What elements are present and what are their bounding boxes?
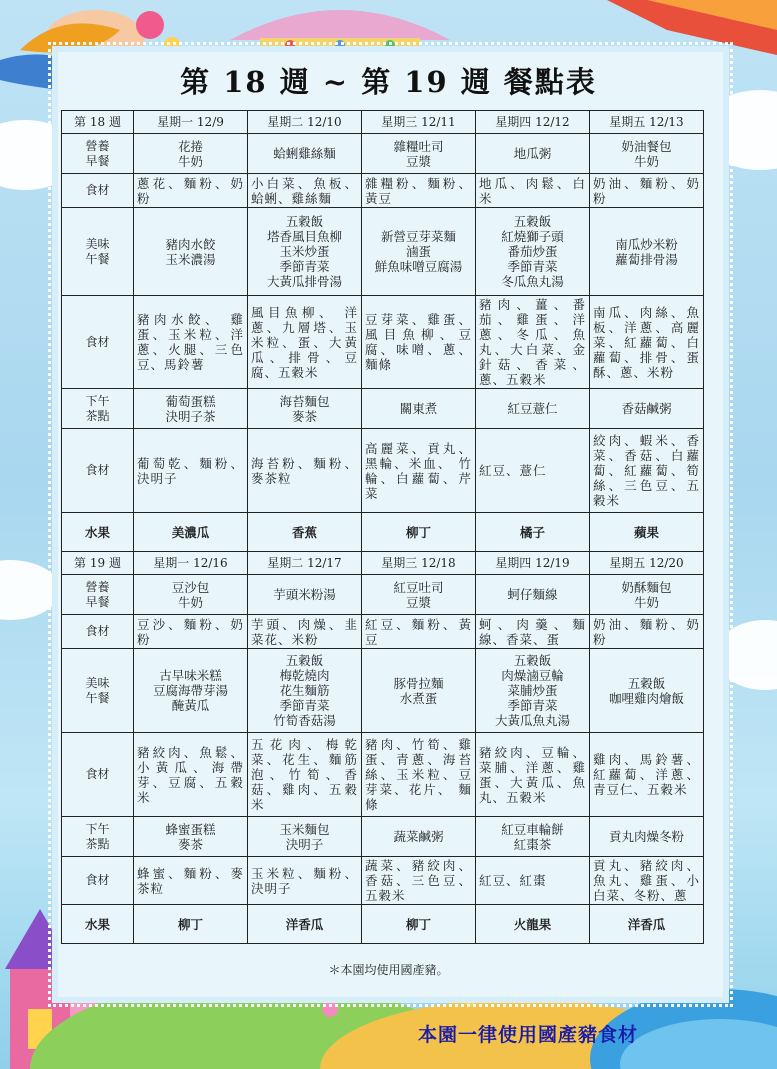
day-header: 星期一 12/9 [134,111,248,134]
meal-cell: 花捲 牛奶 [134,134,248,174]
day-header: 星期五 12/13 [590,111,704,134]
day-header: 星期三 12/11 [362,111,476,134]
day-header: 星期二 12/17 [248,552,362,575]
ingredients-cell: 雜糧粉、麵粉、黃豆 [362,174,476,208]
meal-cell: 奶酥麵包 牛奶 [590,575,704,615]
day-header: 星期五 12/20 [590,552,704,575]
meal-row [62,174,704,208]
row-label: 下午 茶點 [62,817,134,857]
meal-row [62,575,704,615]
fruit-cell: 柳丁 [362,513,476,552]
meal-cell: 奶油餐包 牛奶 [590,134,704,174]
fruit-cell: 橘子 [476,513,590,552]
meal-row [62,615,704,649]
week-label: 第 19 週 [62,552,134,575]
meal-row [62,649,704,733]
meal-cell: 海苔麵包 麥茶 [248,389,362,429]
meal-cell: 貢丸肉燥冬粉 [590,817,704,857]
row-label: 食材 [62,857,134,905]
meal-cell: 關東煮 [362,389,476,429]
ingredients-cell: 豆芽菜、雞蛋、風目魚柳、豆腐、味噌、蔥、麵條 [362,296,476,389]
meal-cell: 葡萄蛋糕 決明子茶 [134,389,248,429]
row-label: 美味 午餐 [62,649,134,733]
meal-row [62,429,704,513]
meal-row [62,733,704,817]
meal-cell: 玉米麵包 決明子 [248,817,362,857]
ingredients-cell: 紅豆、薏仁 [476,429,590,513]
meal-cell: 五穀飯 肉燥滷豆輪 菜脯炒蛋 季節青菜 大黃瓜魚丸湯 [476,649,590,733]
meal-cell: 地瓜粥 [476,134,590,174]
ingredients-cell: 蚵、肉羹、麵線、香菜、蛋 [476,615,590,649]
ingredients-cell: 南瓜、肉絲、魚板、洋蔥、高麗菜、紅蘿蔔、白蘿蔔、排骨、蛋酥、蔥、米粉 [590,296,704,389]
house-roof-illustration [607,0,777,60]
meal-row [62,857,704,905]
row-label: 食材 [62,733,134,817]
meal-cell: 新營豆芽菜麵 滷蛋 鮮魚味噌豆腐湯 [362,208,476,296]
meal-row [62,389,704,429]
row-label: 水果 [62,905,134,944]
meal-row [62,817,704,857]
ingredients-cell: 貢丸、豬絞肉、魚丸、雞蛋、小白菜、冬粉、蔥 [590,857,704,905]
pork-notice-banner: 本園一律使用國產豬食材 [418,1024,639,1046]
row-label: 下午 茶點 [62,389,134,429]
fruit-cell: 柳丁 [134,905,248,944]
meal-cell: 五穀飯 梅乾燒肉 花生麵筋 季節青菜 竹筍香菇湯 [248,649,362,733]
carousel-illustration [220,0,460,60]
meal-schedule-table [61,110,704,944]
ingredients-cell: 海苔粉、麵粉、麥茶粒 [248,429,362,513]
ingredients-cell: 蔬菜、豬絞肉、香菇、三色豆、五穀米 [362,857,476,905]
ingredients-cell: 芋頭、肉燥、韭菜花、米粉 [248,615,362,649]
row-label: 食材 [62,296,134,389]
row-label: 食材 [62,174,134,208]
fruit-cell: 美濃瓜 [134,513,248,552]
meal-cell: 古早味米糕 豆腐海帶芽湯 醃黃瓜 [134,649,248,733]
ingredients-cell: 地瓜、肉鬆、白米 [476,174,590,208]
ingredients-cell: 紅豆、麵粉、黃豆 [362,615,476,649]
fruit-row [62,905,704,944]
day-header: 星期四 12/12 [476,111,590,134]
ingredients-cell: 雞肉、馬鈴薯、紅蘿蔔、洋蔥、青豆仁、五穀米 [590,733,704,817]
fruit-cell: 洋香瓜 [590,905,704,944]
meal-cell: 五穀飯 塔香風目魚柳 玉米炒蛋 季節青菜 大黃瓜排骨湯 [248,208,362,296]
meal-row [62,134,704,174]
fruit-cell: 柳丁 [362,905,476,944]
day-header: 星期四 12/19 [476,552,590,575]
meal-cell: 五穀飯 咖哩雞肉燴飯 [590,649,704,733]
meal-cell: 紅豆薏仁 [476,389,590,429]
ingredients-cell: 蔥花、麵粉、奶粉 [134,174,248,208]
meal-cell: 蜂蜜蛋糕 麥茶 [134,817,248,857]
fruit-cell: 香蕉 [248,513,362,552]
ingredients-cell: 風目魚柳、 洋蔥、九層塔、玉米粒、蛋、大黃瓜、排骨、豆腐、五穀米 [248,296,362,389]
meal-cell: 蛤蜊雞絲麵 [248,134,362,174]
meal-row [62,208,704,296]
meal-cell: 蚵仔麵線 [476,575,590,615]
meal-cell: 紅豆吐司 豆漿 [362,575,476,615]
meal-cell: 豬肉水餃 玉米濃湯 [134,208,248,296]
ingredients-cell: 豬肉、薑、番茄、雞蛋、洋蔥、冬瓜、魚丸、大白菜、金針菇、香菜、蔥、五穀米 [476,296,590,389]
meal-cell: 芋頭米粉湯 [248,575,362,615]
ingredients-cell: 豬肉水餃、 雞蛋、玉米粒、洋蔥、火腿、三色豆、馬鈴薯 [134,296,248,389]
ingredients-cell: 豬絞肉、魚鬆、小黃瓜、海帶芽、豆腐、五穀米 [134,733,248,817]
ingredients-cell: 玉米粒、麵粉、決明子 [248,857,362,905]
fruit-cell: 蘋果 [590,513,704,552]
fruit-cell: 火龍果 [476,905,590,944]
meal-cell: 豆沙包 牛奶 [134,575,248,615]
row-label: 水果 [62,513,134,552]
ingredients-cell: 奶油、麵粉、奶粉 [590,615,704,649]
row-label: 營養 早餐 [62,134,134,174]
row-label: 食材 [62,615,134,649]
ingredients-cell: 蜂蜜、麵粉、麥茶粒 [134,857,248,905]
ingredients-cell: 葡萄乾、麵粉、決明子 [134,429,248,513]
day-header: 星期二 12/10 [248,111,362,134]
page-title: 第 18 週 ~ 第 19 週 餐點表 [180,65,597,99]
fruit-row [62,513,704,552]
fruit-cell: 洋香瓜 [248,905,362,944]
meal-cell: 蔬菜鹹粥 [362,817,476,857]
ingredients-cell: 紅豆、紅棗 [476,857,590,905]
week-label: 第 18 週 [62,111,134,134]
meal-cell: 雜糧吐司 豆漿 [362,134,476,174]
week-header-row [62,552,704,575]
day-header: 星期一 12/16 [134,552,248,575]
ingredients-cell: 五花肉、梅乾菜、花生、麵筋泡、竹筍、香菇、雞肉、五穀米 [248,733,362,817]
row-label: 營養 早餐 [62,575,134,615]
row-label: 美味 午餐 [62,208,134,296]
day-header: 星期三 12/18 [362,552,476,575]
footnote: ＊本園均使用國產豬。 [328,963,449,977]
ingredients-cell: 豬肉、竹筍、雞蛋、青蔥、海苔絲、玉米粒、豆芽菜、花片、 麵條 [362,733,476,817]
ingredients-cell: 絞肉、蝦米、香菜、香菇、白蘿蔔、紅蘿蔔、筍絲、三色豆、五穀米 [590,429,704,513]
ingredients-cell: 高麗菜、貢丸、黑輪、米血、 竹輪、白蘿蔔、芹菜 [362,429,476,513]
meal-cell: 紅豆車輪餅 紅棗茶 [476,817,590,857]
ingredients-cell: 豬絞肉、豆輪、菜脯、洋蔥、雞蛋、大黃瓜、魚丸、五穀米 [476,733,590,817]
week-header-row [62,111,704,134]
meal-cell: 五穀飯 紅燒獅子頭 番茄炒蛋 季節青菜 冬瓜魚丸湯 [476,208,590,296]
meal-row [62,296,704,389]
meal-cell: 豚骨拉麵 水煮蛋 [362,649,476,733]
meal-cell: 南瓜炒米粉 蘿蔔排骨湯 [590,208,704,296]
ingredients-cell: 豆沙、麵粉、奶粉 [134,615,248,649]
meal-cell: 香菇鹹粥 [590,389,704,429]
ingredients-cell: 奶油、麵粉、奶粉 [590,174,704,208]
ingredients-cell: 小白菜、魚板、蛤蜊、雞絲麵 [248,174,362,208]
row-label: 食材 [62,429,134,513]
